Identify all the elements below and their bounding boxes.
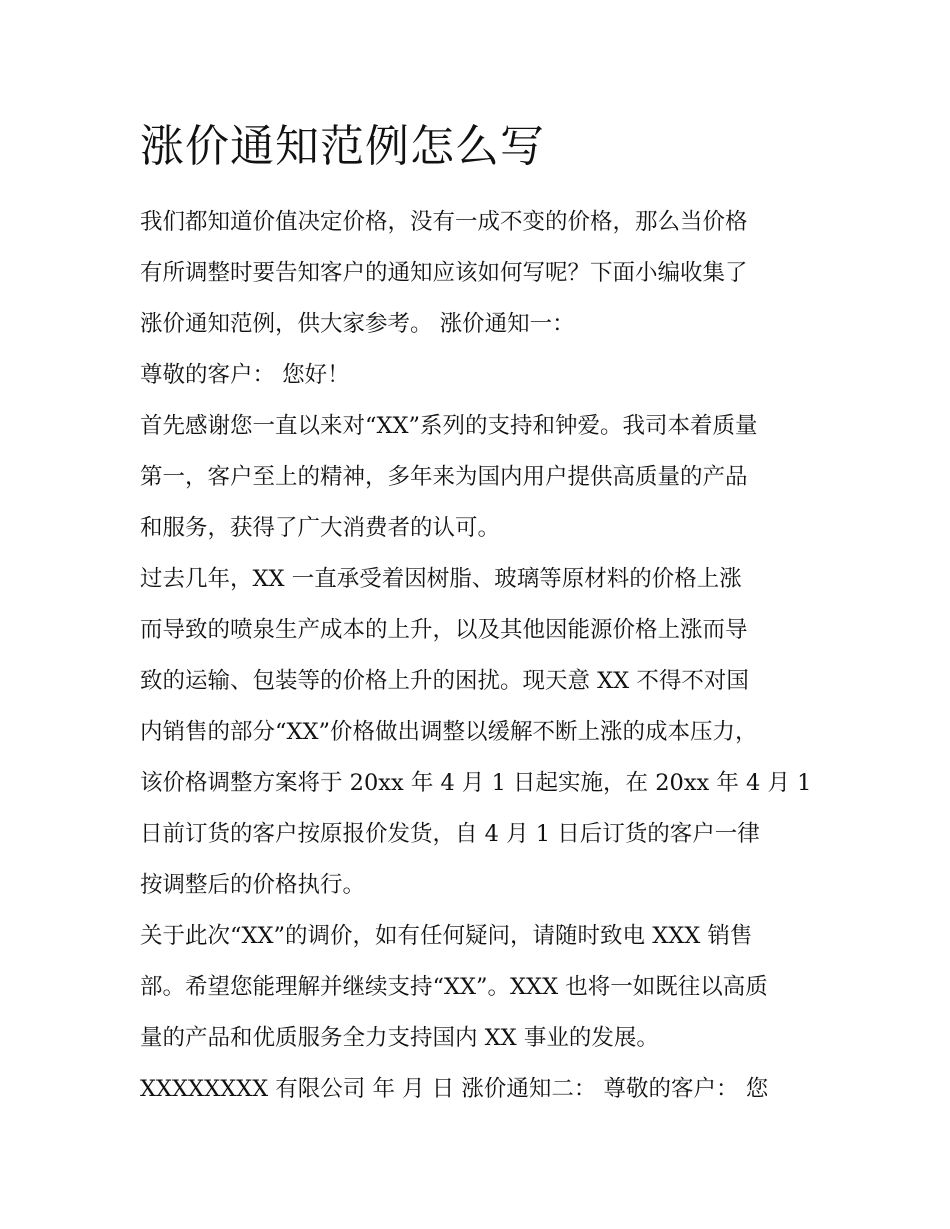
body-line: XXXXXXXX 有限公司 年 月 日 涨价通知二： 尊敬的客户： 您 bbox=[140, 1076, 769, 1102]
body-line: 该价格调整方案将于 20xx 年 4 月 1 日起实施，在 20xx 年 4 月 1 bbox=[140, 770, 812, 796]
body-line: 按调整后的价格执行。 bbox=[140, 872, 366, 898]
body-line: 关于此次“XX”的调价，如有任何疑问，请随时致电 XXX 销售 bbox=[140, 923, 753, 949]
body-line: 涨价通知范例，供大家参考。 涨价通知一： bbox=[140, 311, 575, 337]
body-line: 和服务，获得了广大消费者的认可。 bbox=[140, 515, 501, 541]
body-line: 而导致的喷泉生产成本的上升，以及其他因能源价格上涨而导 bbox=[140, 617, 748, 643]
body-line: 内销售的部分“XX”价格做出调整以缓解不断上涨的成本压力， bbox=[140, 719, 758, 745]
body-line: 日前订货的客户按原报价发货，自 4 月 1 日后订货的客户一律 bbox=[140, 821, 760, 847]
body-line: 我们都知道价值决定价格，没有一成不变的价格，那么当价格 bbox=[140, 209, 748, 235]
body-line: 首先感谢您一直以来对“XX”系列的支持和钟爱。我司本着质量 bbox=[140, 413, 758, 439]
body-line: 尊敬的客户： 您好！ bbox=[140, 362, 350, 388]
body-line: 致的运输、包装等的价格上升的困扰。现天意 XX 不得不对国 bbox=[140, 668, 749, 694]
body-line: 第一，客户至上的精神，多年来为国内用户提供高质量的产品 bbox=[140, 464, 748, 490]
document-body bbox=[140, 197, 812, 1115]
body-line: 部。希望您能理解并继续支持“XX”。XXX 也将一如既往以高质 bbox=[140, 974, 768, 1000]
page-title: 涨价通知范例怎么写 bbox=[140, 121, 545, 172]
body-line: 量的产品和优质服务全力支持国内 XX 事业的发展。 bbox=[140, 1025, 659, 1051]
body-line: 有所调整时要告知客户的通知应该如何写呢？下面小编收集了 bbox=[140, 260, 748, 286]
body-line: 过去几年，XX 一直承受着因树脂、玻璃等原材料的价格上涨 bbox=[140, 566, 742, 592]
